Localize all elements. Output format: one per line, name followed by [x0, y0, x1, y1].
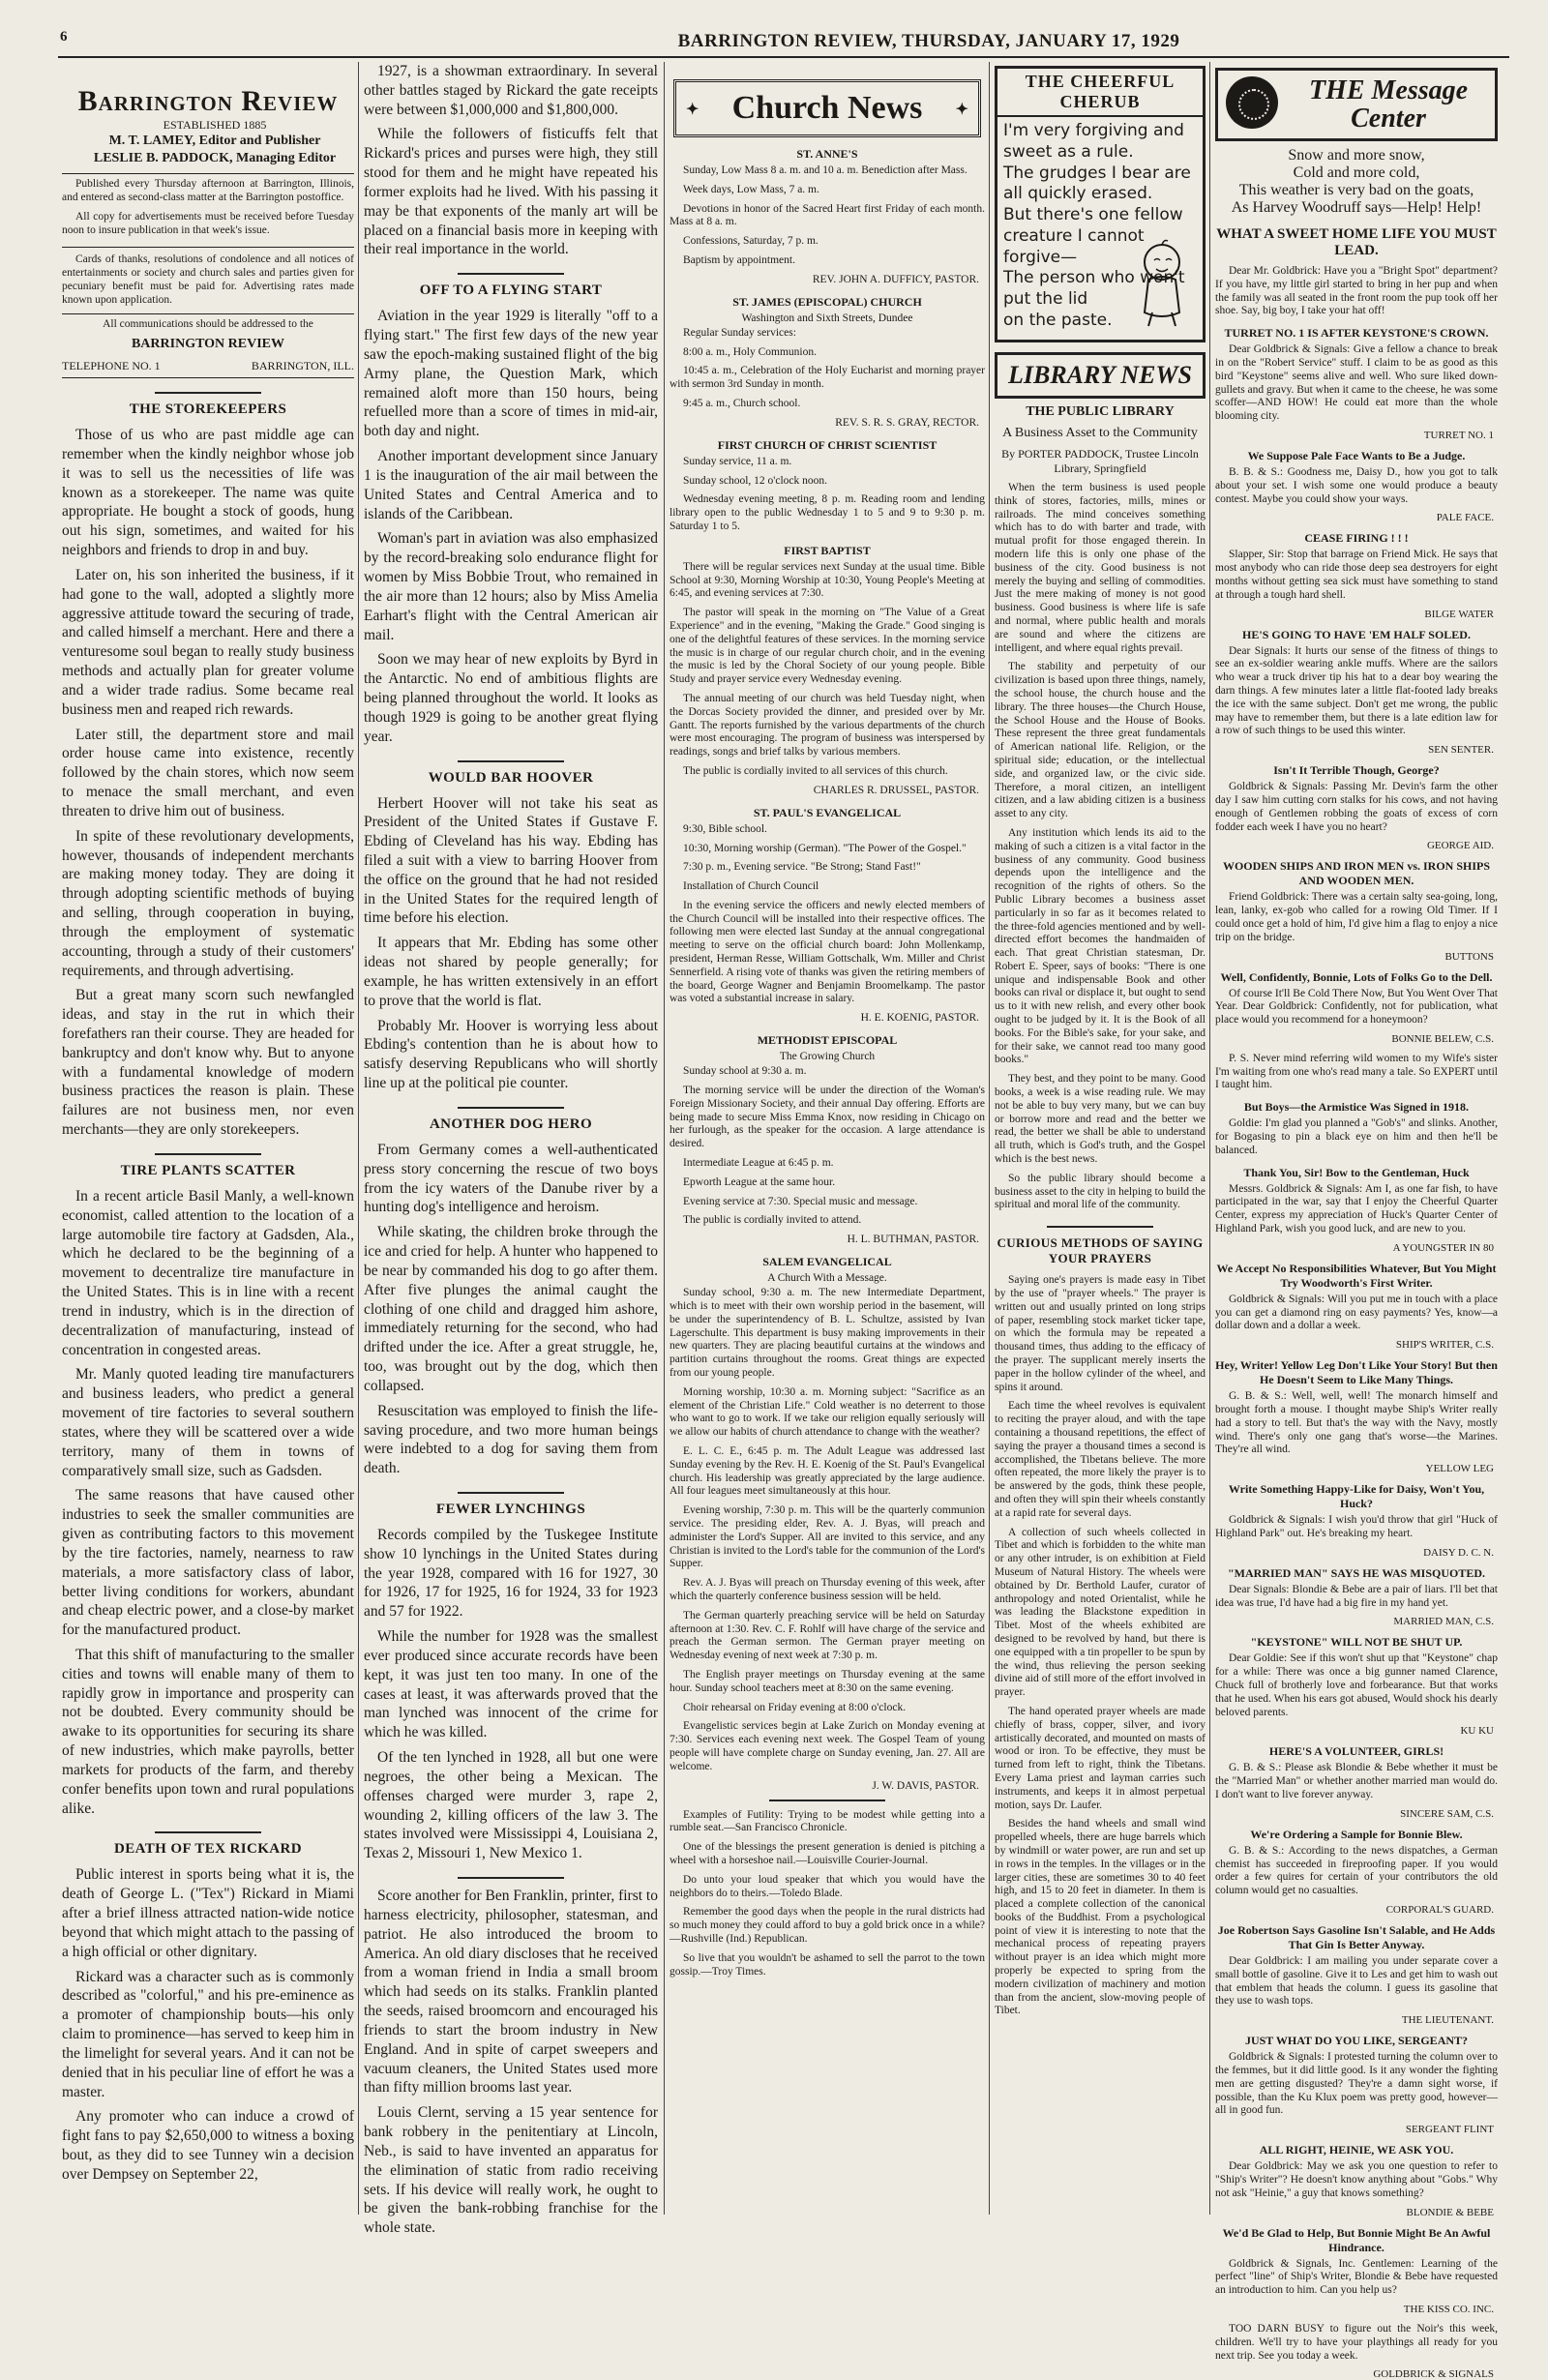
church-service-line: Sunday service, 11 a. m. — [683, 455, 792, 467]
message-text: P. S. Never mind referring wild women to my Wife's sister I'm waiting from one who's read many a tale. So EXPERT until I taught him. — [1215, 1052, 1498, 1091]
headline: CURIOUS METHODS OF SAYING YOUR PRAYERS — [995, 1226, 1206, 1266]
library-article-title: A Business Asset to the Community — [1002, 426, 1198, 440]
address-box — [62, 313, 354, 379]
paragraph: Any institution which lends its aid to the making of such a citizen is a vital factor in the business of any community. Good business depends upon the intelligence and the recognition of the rights of others. So the Public Library becomes a business asset particularly in so far as it becomes related to the three-fold agencies mentioned and by well-directed effort becomes the handmaiden of each. That great Christian statesman, Dr. Robert E. Speer, says of books: "There is one unique and indispensable Book and other books can rival or displace it, but ought to send us to it with new relish, and every other book ought to be judged by it. It is the Book of all books. For the Bible's sake, for your sake, and for their sake, we cannot read too many good books." — [995, 826, 1206, 1066]
message-headline: ALL RIGHT, HEINIE, WE ASK YOU. — [1259, 2143, 1454, 2157]
paragraph: Another important development since January 1 is the inauguration of the air mail between the United States and Central America and to islands of the Caribbean. — [364, 448, 658, 522]
message-headline: HE'S GOING TO HAVE 'EM HALF SOLED. — [1242, 627, 1471, 641]
church-news-title: Church News — [731, 90, 923, 126]
article-body — [364, 794, 658, 1093]
church-service-line: The public is cordially invited to attend. — [683, 1214, 862, 1227]
paragraph: Mr. Manly quoted leading tire manufacturers and business leaders, who predict a general movement of tire factories to several southern states, where they will be scattered over a wide territory, many of them in towns of comparatively small size, such as Gadsden. — [62, 1366, 354, 1479]
intro-line: As Harvey Woodruff says—Help! Help! — [1231, 199, 1482, 216]
church-listing — [670, 147, 985, 285]
paragraph: 1927, is a showman extraordinary. In several other battles staged by Rickard the gate receipts were between $1,000,000 and $1,800,000. — [364, 63, 658, 118]
message-text: Goldbrick & Signals: I protested turning the column over to the femmes, but it did little good. Is it any wonder the fighting men are getting disgusted? They're a damn sight worse, if possible, than the Ku Klux poem was pretty good, however—all in good fun. — [1215, 2051, 1498, 2117]
paragraph: Each time the wheel revolves is equivalent to reciting the prayer aloud, and with the tape containing a thousand repetitions, the effect of saying the prayer a thousand times a second is accomplished, the Tibetans believe. The more often repeated, the more likely the prayer is to be answered by the gods, think these people, and often they will spin their wheels constantly at a rapid rate for several days. — [995, 1400, 1206, 1519]
message-item — [1215, 1828, 1498, 1916]
section-divider — [364, 1877, 658, 1879]
article-body — [62, 1865, 354, 2184]
communications-note: All communications should be addressed to the — [103, 317, 313, 330]
article-body — [62, 1187, 354, 1819]
paragraph: Aviation in the year 1929 is literally "off to a flying start." The first few days of the new year saw the epoch-making sustained flight of the big Army plane, the Question Mark, which remained aloft more than 150 hours, being refuelled more than a score of times in mid-air, both day and night. — [364, 308, 658, 440]
church-service-line: Installation of Church Council — [683, 880, 819, 893]
running-head: BARRINGTON REVIEW, THURSDAY, JANUARY 17, 1929 — [677, 31, 1180, 51]
verse-line: sweet as a rule. — [1003, 141, 1134, 162]
verse-line: But there's one fellow — [1003, 205, 1183, 224]
paragraph: From Germany comes a well-authenticated press story concerning the rescue of two boys from the icy waters of the Danube river by a hunting dog's intelligence and heroism. — [364, 1141, 658, 1216]
article-body — [364, 307, 658, 746]
message-item — [1215, 449, 1498, 523]
paragraph: In spite of these revolutionary developments, however, thousands of independent merchants are making money today. They are doing it through adopting scientific methods of buying and selling, through cooperation in buying, through the employment of systematic accounting, through a study of their customers' requirements, and through advertising. — [62, 827, 354, 979]
paragraph: Saying one's prayers is made easy in Tibet by the use of "prayer wheels." The prayer is written out and usually printed on long strips of paper, resembling stock market ticker tape, on which the formula may be repeated a thousand times, thus adding to the efficacy of the prayer. The supplicant merely inserts the paper in the hollow cylinder of the wheel, and spins it around. — [995, 1274, 1206, 1393]
paragraph: Any promoter who can induce a crowd of fight fans to pay $2,650,000 to witness a boxing bout, as they did to see Tunney win a decision over Dempsey on September 22, — [62, 2108, 354, 2183]
message-headline: "MARRIED MAN" SAYS HE WAS MISQUOTED. — [1227, 1565, 1486, 1580]
message-item — [1215, 1635, 1498, 1737]
futility-quips — [670, 1809, 985, 1979]
message-headline: CEASE FIRING ! ! ! — [1304, 531, 1409, 546]
column-cherub-library — [995, 62, 1206, 2215]
message-item — [1215, 1166, 1498, 1254]
message-signature: SEN SENTER. — [1428, 744, 1494, 757]
paragraph: Remember the good days when the people in the rural districts had so much money they could afford to buy a gold brick once in a while?—Rushville (Ind.) Republican. — [670, 1906, 985, 1945]
message-text: Friend Goldbrick: There was a certain salty sea-going, long, lean, lanky, ex-gob who called for a rowing Old Timer. If I could once get a hold of him, I'd give him a flag to enjoy a nice trip on the bridge. — [1215, 891, 1498, 943]
masthead-editor: M. T. LAMEY, Editor and Publisher — [108, 134, 321, 149]
message-signature: KU KU — [1460, 1725, 1494, 1738]
verse-line: forgive— — [1003, 247, 1078, 267]
intro-line: This weather is very bad on the goats, — [1238, 182, 1474, 198]
headline: FEWER LYNCHINGS — [364, 1492, 658, 1518]
paragraph: Louis Clernt, serving a 15 year sentence for bank robbery in the penitentiary at Lincoln, Neb., is said to have invented an apparatus for the elimination of static from radio receiving sets. If his device will really work, he ought to be given the bank-robbing franchise for the whole state. — [364, 2104, 658, 2237]
verse-line: creature I cannot — [1003, 225, 1145, 246]
library-subhead: THE PUBLIC LIBRARY — [1026, 404, 1175, 419]
church-service-line: 9:30, Bible school. — [683, 822, 767, 835]
church-pastor: REV. S. R. S. GRAY, RECTOR. — [835, 416, 979, 429]
church-listings — [670, 147, 985, 1792]
church-name: FIRST BAPTIST — [784, 543, 871, 557]
message-headline: Well, Confidently, Bonnie, Lots of Folks Go to the Dell. — [1220, 969, 1493, 984]
church-service-line: Devotions in honor of the Sacred Heart first Friday of each month. Mass at 8 a. m. — [670, 202, 985, 228]
paragraph: Besides the hand wheels and small wind propelled wheels, there are huge barrels which by windmill or water power, are run and set up in rows in the temples. In the villages or in the larger cities, these are sometimes 30 to 40 feet high, and 15 to 20 feet in diameter. In them is placed a complete collection of the canonical books of the Buddhist. From a psychological point of view it is interesting to note that the mechanical process of repeating prayers without prayer is an idea which might more properly be expected to spring from the modern civilization of machinery and motion than from the ancient, slow-moving people of Tibet. — [995, 1818, 1206, 2017]
church-service-line: Rev. A. J. Byas will preach on Thursday evening of this week, after which the quarterly conference business session will be held. — [670, 1577, 985, 1602]
message-list — [1215, 265, 1498, 2380]
church-service-line: 10:45 a. m., Celebration of the Holy Eucharist and morning prayer with sermon 3rd Sunday in month. — [670, 365, 985, 391]
article-body — [364, 1141, 658, 1478]
masthead-established: ESTABLISHED 1885 — [163, 118, 267, 132]
church-service-line: Week days, Low Mass, 7 a. m. — [683, 183, 819, 195]
message-item — [1215, 1566, 1498, 1628]
message-item — [1215, 1744, 1498, 1819]
paragraph: They best, and they point to be many. Good books, a week is a wise reading rule. We may not be able to buy very many, but we can buy or borrow more and read and the better we read, the better we shall be able to understand all truth, which is God's truth, and the Gospel which is the best news. — [995, 1073, 1206, 1166]
verse-line: all quickly erased. — [1003, 184, 1153, 204]
message-text: Dear Goldbrick: May we ask you one question to refer to "Ship's Writer"? He doesn't know anything about "Gobs." Why not ask "Heinie," a guy that knows something? — [1215, 2160, 1498, 2199]
verse-line: on the paste. — [1003, 310, 1113, 330]
church-service-line: Sunday, Low Mass 8 a. m. and 10 a. m. Benediction after Mass. — [683, 164, 968, 176]
paragraph: That this shift of manufacturing to the smaller cities and towns will enable many of them to rapidly grow in importance and prosperity can not be doubted. Every community should be awake to its opportunities for securing its share of new industries, which make payrolls, better markets for products of the farm, and thereby confer benefits upon town and rural populations alike. — [62, 1647, 354, 1817]
message-item — [1215, 970, 1498, 1045]
church-listing — [670, 544, 985, 796]
church-service-line: The morning service will be under the direction of the Woman's Foreign Missionary Society, and their annual Day offering. Efforts are being made to secure Miss Emma Knox, now residing in Chicago on her furlough, as the speaker for the occasion. A large attendance is desired. — [670, 1085, 985, 1150]
paragraph: Resuscitation was employed to finish the life-saving procedure, and two more human beings were indebted to a dog for saving them from death. — [364, 1402, 658, 1477]
paragraph: So the public library should become a business asset to the city in helping to build the spiritual and moral life of the community. — [995, 1172, 1206, 1211]
paragraph: Examples of Futility: Trying to be modest while getting into a rumble seat.—San Francisco Chronicle. — [670, 1808, 985, 1834]
message-signature: BLONDIE & BEBE — [1406, 2206, 1494, 2218]
city: BARRINGTON, ILL. — [251, 359, 354, 373]
message-item — [1215, 265, 1498, 318]
headline: OFF TO A FLYING START — [364, 273, 658, 299]
message-text: Dear Signals: Blondie & Bebe are a pair of liars. I'll bet that idea was true, I'd have had a big fire in my hand yet. — [1215, 1583, 1498, 1609]
paragraph: Those of us who are past middle age can remember when the kindly neighbor whose job it was to sell us the necessities of life was known as a storekeeper. The name was quite appropriate. He bought a stock of goods, hung out his sign, sometimes, and waited for his neighbors and friends to drop in and buy. — [62, 427, 354, 559]
message-text: Dear Goldbrick: I am mailing you under separate cover a small bottle of gasoline. Give it to Les and get him to wash out that emblem that heads the column. I guess its gasoline that they use to wash tops. — [1215, 1954, 1498, 2008]
message-signature: TURRET NO. 1 — [1423, 429, 1494, 441]
message-text: Goldie: I'm glad you planned a "Gob's" and slinks. Another, for Bogasing to pin a black eye on him and then he'll be balanced. — [1215, 1117, 1498, 1156]
message-item — [1215, 628, 1498, 757]
church-service-line: Regular Sunday services: — [683, 326, 796, 339]
paragraph: Do unto your loud speaker that which you would have the neighbors do to theirs.—Toledo Blade. — [670, 1873, 985, 1899]
masthead — [62, 85, 354, 378]
church-service-line: Morning worship, 10:30 a. m. Morning subject: "Sacrifice as an element of the Christian Life." Cold weather is no deterrent to those who want to go to work. If we take our religion equally seriously will we allow our habits of church attendance to change with the weather? — [670, 1385, 985, 1439]
message-text: Goldbrick & Signals: I wish you'd throw that girl "Huck of Highland Park" out. He's breaking my heart. — [1215, 1514, 1498, 1540]
cards-notice: Cards of thanks, resolutions of condolence and all notices of entertainments or society and church sales and parties given for pecuniary benefit must be paid for. Advertising rates made known upon application. — [62, 253, 354, 306]
church-service-line: The public is cordially invited to all services of this church. — [683, 764, 948, 777]
contact-line — [62, 359, 354, 373]
star-ornament-icon: ✦ — [686, 102, 700, 118]
message-center-intro — [1215, 147, 1498, 217]
paragraph: One of the blessings the present generation is denied is pitching a wheel with a horseshoe nail.—Louisville Courier-Journal. — [670, 1841, 985, 1866]
message-signature: SHIP'S WRITER, C.S. — [1395, 1339, 1494, 1352]
church-service-line: Sunday school, 12 o'clock noon. — [683, 474, 828, 487]
church-service-line: 7:30 p. m., Evening service. "Be Strong; Stand Fast!" — [683, 861, 921, 874]
article-body — [364, 1526, 658, 1863]
message-signature: THE KISS CO. INC. — [1403, 2303, 1494, 2315]
library-article-body — [995, 482, 1206, 1212]
message-text: G. B. & S.: According to the news dispatches, a German chemist has succeeded in fireproofing paper. If you would order a few quires for certain of your contributors the old column would get no casualties. — [1215, 1844, 1498, 1897]
church-name: ST. PAUL'S EVANGELICAL — [753, 805, 902, 819]
cherub-title: THE CHEERFUL CHERUB — [997, 69, 1203, 117]
message-item — [1215, 2143, 1498, 2217]
paragraph: The stability and perpetuity of our civilization is based upon three things, namely, the school house, the church house and the library. The three houses—the Church House, the School House and the House of Books. These represent the three great fundamentals of American national life. Religion, or the spiritual side; education, or the intellectual side, and organized law, or the civic side. Therefore, a moral citizen, an intelligent citizen, and a law abiding citizen is a business asset to any city. — [995, 661, 1206, 820]
church-service-line: 10:30, Morning worship (German). "The Power of the Gospel." — [683, 842, 967, 854]
paragraph: While skating, the children broke through the ice and cried for help. A hunter who happened to be near by commanded his dog to go after them. After five plunges the animal caught the clothing of one child and dragged him ashore, immediately returning for the second, who had drifted under the ice. After a great struggle, he, too, was brought out by the dog, which then collapsed. — [364, 1224, 658, 1394]
church-subtitle: The Growing Church — [779, 1051, 876, 1063]
message-text: Dear Mr. Goldbrick: Have you a "Bright Spot" department? If you have, my little girl started to bring in her pup and when the family was all seated in the front room the pup took off her shoe. Say, big boy, I take your hat off! — [1215, 265, 1498, 317]
intro-line: Snow and more snow, — [1288, 147, 1425, 164]
church-service-line: Confessions, Saturday, 7 p. m. — [683, 235, 819, 248]
lead-headline: WHAT A SWEET HOME LIFE YOU MUST LEAD. — [1216, 226, 1497, 258]
message-headline: Hey, Writer! Yellow Leg Don't Like Your Story! But then He Doesn't Seem to Like Many Things. — [1215, 1358, 1498, 1387]
article-body — [62, 426, 354, 1140]
paragraph: Score another for Ben Franklin, printer, first to harness electricity, philosopher, statesman, and patriot. He also introduced the broom to America. An old diary discloses that he received from a woman friend in India a small broom which had seeds on its stalks. Franklin planted the seeds, raised broomcorn and encouraged his friends to start the broom industry in New England. And in spite of carpet sweepers and vacuum cleaners, the United States used more than fifty million brooms last year. — [364, 1888, 658, 2097]
paragraph: Rickard was a character such as is commonly described as "colorful," and his pre-eminence as a promoter of championship bouts—his only claim to prominence—has served to keep him in the limelight for several years. And it can not be denied that in his peculiar line of effort he was a master. — [62, 1968, 354, 2100]
library-news-banner: LIBRARY NEWS — [995, 352, 1206, 399]
top-rule — [58, 56, 1509, 58]
message-text: TOO DARN BUSY to figure out the Noir's this week, children. We'll try to have your playthings all ready for you next trip. See you today a week. — [1215, 2322, 1498, 2362]
message-text: Dear Signals: It hurts our sense of the fitness of things to see an ex-soldier wearing ankle muffs. Where are the sailors who wear a truck driver tip his hat to a dear boy wearing the darn things. A few minutes later a little flat-footed lady breaks the ice with the same subject. Don't get me wrong, the public may have to remember them, but there is a late edition law for a row of such things to be used this winter. — [1215, 644, 1498, 737]
column-rule — [358, 62, 359, 2215]
message-item — [1215, 1358, 1498, 1474]
paragraph: While the number for 1928 was the smallest ever produced since accurate records have been kept, it was just ten too many. In one of the cases at least, it was afterwards proved that the man lynched was innocent of the crime for which he was killed. — [364, 1628, 658, 1741]
church-pastor: J. W. DAVIS, PASTOR. — [872, 1779, 979, 1792]
headline: TIRE PLANTS SCATTER — [62, 1153, 354, 1179]
column-rule — [1209, 62, 1210, 2215]
curious-article-body — [995, 1274, 1206, 2018]
paragraph: So live that you wouldn't be ashamed to sell the parrot to the town gossip.—Troy Times. — [670, 1951, 985, 1978]
church-listing — [670, 295, 985, 429]
church-pastor: H. E. KOENIG, PASTOR. — [860, 1012, 979, 1025]
church-service-line: The German quarterly preaching service will be held on Saturday afternoon at 1:30. Rev. C. F. Rohlf will have charge of the service and preach the German sermon. The German prayer meeting on Wednesday evening of next week at 7:30 p. m. — [670, 1609, 985, 1662]
paragraph: The hand operated prayer wheels are made chiefly of brass, copper, silver, and ivory artistically decorated, and mounted on masts of wood or iron. To be effective, they must be turned from left to right, think the Tibetans. Every Lama priest and layman carries such instruments, and keeps it in almost perpetual motion, says Dr. Laufer. — [995, 1705, 1206, 1811]
message-headline: Thank You, Sir! Bow to the Gentleman, Huck — [1243, 1165, 1470, 1179]
church-name: FIRST CHURCH OF CHRIST SCIENTIST — [717, 437, 938, 452]
message-text: Goldbrick & Signals, Inc. Gentlemen: Learning of the perfect "line" of Ship's Writer, Blondie & Bebe have requested an introduction to him. Can you help us? — [1215, 2257, 1498, 2297]
message-signature: MARRIED MAN, C.S. — [1393, 1616, 1494, 1628]
church-service-line: Baptism by appointment. — [683, 253, 795, 266]
church-service-line: Sunday school, 9:30 a. m. The new Intermediate Department, which is to meet with their own worship period in the basement, will be under the superintendency of B. L. Schultze, assisted by Ivan Lagerschulte. This department is busy making improvements in their new quarters. They are placing beautiful curtains at the windows and partition curtains throughout the rooms. Great things are expected from our young people. — [670, 1287, 985, 1380]
column-editorial-2 — [364, 62, 658, 2237]
page-number: 6 — [60, 29, 68, 45]
message-headline: TURRET NO. 1 IS AFTER KEYSTONE'S CROWN. — [1224, 326, 1489, 341]
verse-line: put the lid — [1003, 289, 1088, 309]
message-signature: GEORGE AID. — [1426, 840, 1494, 852]
headline: WOULD BAR HOOVER — [364, 760, 658, 787]
church-service-line: In the evening service the officers and newly elected members of the Church Council will be installed into their respective offices. The following men were elected last Sunday at the annual congregational meeting to serve on the official church board: John Mollenkamp, president, Herman Resse, William Gottschalk, Wm. Miller and Christ Sennerfield. A rising vote of thanks was given the retiring members of the board, George Wagner and Benjamin Broomelkamp. The pastor was voted a substantial increase in salary. — [670, 899, 985, 1005]
message-item — [1215, 2323, 1498, 2380]
paragraph: Soon we may hear of new exploits by Byrd in the Antarctic. No end of ambitious flights are being planned throughout the world. It looks as though 1929 is going to be another great flying year. — [364, 651, 658, 745]
paragraph: Later still, the department store and mail order house came into existence, recently followed by the chain stores, which now seem to menace the small merchant, and even threaten to drive him out of business. — [62, 726, 354, 819]
paragraph: It appears that Mr. Ebding has some other ideas not shared by people generally; for example, he has written extensively in an effort to prove that the world is flat. — [364, 935, 658, 1009]
verse-line: I'm very forgiving and — [1003, 121, 1184, 140]
church-news-banner — [673, 79, 981, 137]
message-text: G. B. & S.: Please ask Blondie & Bebe whether it must be the "Married Man" or whether another married man would do. I don't want to live forever anyway. — [1215, 1762, 1498, 1800]
message-headline: We Accept No Responsibilities Whatever, But You Might Try Woodworth's First Writer. — [1216, 1261, 1497, 1290]
church-service-line: Choir rehearsal on Friday evening at 8:00 o'clock. — [683, 1701, 907, 1713]
church-pastor: REV. JOHN A. DUFFICY, PASTOR. — [812, 273, 979, 285]
intro-line: Cold and more cold, — [1293, 164, 1420, 181]
message-text: Goldbrick & Signals: Passing Mr. Devin's farm the other day I saw him cutting corn stalks for his cows, and not having enough of Gentlemen robbing the goats of excess of corn fodder each week I have you no heart? — [1215, 781, 1498, 833]
verse-line: The grudges I bear are — [1003, 163, 1191, 183]
address-name: BARRINGTON REVIEW — [131, 337, 285, 352]
church-service-line: Wednesday evening meeting, 8 p. m. Reading room and lending library open to the public Wednesday 1 to 5 and 9 to 9:30 p. m. Saturday 1 to 5. — [670, 493, 985, 532]
church-listing — [670, 1255, 985, 1791]
paragraph: The same reasons that have caused other industries to seek the smaller communities are given as contributing factors to this movement by the tire factories, namely, nearness to raw materials, a more satisfactory class of labor, better living conditions for workers, abundant and cheap electric power, and a close-by market for the manufactured product. — [62, 1487, 354, 1639]
message-text: Messrs. Goldbrick & Signals: Am I, as one far fish, to have participated in the war, say that I enjoy the Cheerful Quarter Center, express my appreciation of Huck's Quarter Center of Highland Park, wish you good luck, and are new to you. — [1215, 1182, 1498, 1235]
paragraph: But a great many scorn such newfangled ideas, and stay in the rut in which their forefathers ran their course. They are headed for bankruptcy and don't know why. But to anyone with a fundamental knowledge of modern business practices the reason is plain. These failures are not business men, nor even merchants—they are only storekeepers. — [62, 987, 354, 1139]
message-signature: SERGEANT FLINT — [1405, 2124, 1494, 2136]
cards-notice-box — [62, 253, 354, 307]
paragraph: Public interest in sports being what it is, the death of George L. ("Tex") Rickard in Miami after a brief illness attracted nation-wide notice beyond that which might attach to the passing of a high official or other dignitary. — [62, 1866, 354, 1960]
church-service-line: There will be regular services next Sunday at the usual time. Bible School at 9:30, Morning Worship at 10:30, Young People's Meeting at 6:45, and evening services at 7:30. — [670, 560, 985, 600]
message-signature: BONNIE BELEW, C.S. — [1391, 1032, 1494, 1045]
message-item — [1215, 1053, 1498, 1092]
message-item — [1215, 326, 1498, 441]
message-headline: Joe Robertson Says Gasoline Isn't Salable, and He Adds That Gin Is Better Anyway. — [1217, 1922, 1496, 1951]
paragraph: While the followers of fisticuffs felt that Rickard's prices and purses were high, they still stood for them and he might have repeated his former exploits had he lived. With his passing it may be that exponents of the manly art will be placed on a financial basis more in keeping with their real importance in the world. — [364, 126, 658, 258]
message-text: G. B. & S.: Well, well, well! The monarch himself and brought forth a mouse. I thought maybe Ship's Writer really had a story to tell. But that's the way with the Navy, mostly wind. There's only one gang that's worse—the Marines. They're all wind. — [1215, 1390, 1498, 1456]
church-subtitle: Washington and Sixth Streets, Dundee — [741, 312, 913, 324]
church-name: METHODIST EPISCOPAL — [757, 1033, 898, 1048]
church-listing — [670, 806, 985, 1025]
message-item — [1215, 1262, 1498, 1351]
masthead-managing-editor: LESLIE B. PADDOCK, Managing Editor — [93, 151, 337, 166]
message-item — [1215, 763, 1498, 851]
paragraph: A collection of such wheels collected in Tibet and which is forbidden to the white man or any other intruder, is on exhibition at Field Museum of Natural History. The wheels were obtained by Dr. Berthold Laufer, curator of anthropology and noted Orientalist, while he was leading the Blackstone expedition in Tibet. Most of the wheels exhibited are designed to be revolved by hand, but there is one equipped with a tin propeller to be spun by the wind, thus relieving the person seeking divine aid of still more of the effort involved in prayer. — [995, 1526, 1206, 1699]
message-item — [1215, 859, 1498, 962]
paragraph: When the term business is used people think of stores, factories, mills, mines or railroads. The mind conceives something which has to do with barter and trade, with mutual profit for those engaged therein. In modern life this is only one phase of the business of the city. Good business is not merely the buying and selling of commodities. Just the mere making of money is not good business. Good business is where life is safe and normal, where public health and morals are sound and where the citizens are intelligent, and where equal rights prevail. — [995, 482, 1206, 654]
cherub-illustration-icon — [1127, 237, 1197, 330]
message-signature: DAISY D. C. N. — [1423, 1546, 1494, 1559]
masthead-title: Barrington Review — [77, 85, 339, 117]
message-signature: SINCERE SAM, C.S. — [1400, 1807, 1494, 1820]
church-pastor: H. L. BUTHMAN, PASTOR. — [847, 1234, 979, 1246]
star-ornament-icon: ✦ — [955, 102, 968, 118]
church-service-line: The English prayer meetings on Thursday evening at the same hour. Sunday school teachers meet at 8:30 on the same evening. — [670, 1668, 985, 1694]
message-text: Goldbrick & Signals: Will you put me in touch with a place you can get a diamond ring on easy payments? Yes, know—a dollar down and a dollar a week. — [1215, 1293, 1498, 1332]
message-text: Of course It'll Be Cold There Now, But You Went Over That Year. Dear Goldbrick: Confidently, not for publication, what place would you recommend for a honeymoon? — [1215, 987, 1498, 1026]
copy-deadline-notice: All copy for advertisements must be received before Tuesday noon to insure publication in that week's issue. — [62, 210, 354, 236]
church-service-line: Evening service at 7:30. Special music and message. — [683, 1195, 918, 1207]
message-signature: BUTTONS — [1444, 950, 1494, 963]
paragraph: Probably Mr. Hoover is worrying less about Ebding's contention than he is about how to satisfy deserving Republicans who will shortly line up at the political pie counter. — [364, 1017, 658, 1092]
article-body — [364, 62, 658, 259]
message-headline: HERE'S A VOLUNTEER, GIRLS! — [1268, 1744, 1444, 1759]
message-headline: JUST WHAT DO YOU LIKE, SERGEANT? — [1244, 2034, 1469, 2048]
message-center-banner — [1215, 68, 1498, 141]
message-headline: But Boys—the Armistice Was Signed in 1918. — [1243, 1100, 1470, 1115]
message-item — [1215, 1923, 1498, 2026]
message-signature: PALE FACE. — [1436, 512, 1494, 524]
message-item — [1215, 2034, 1498, 2135]
church-listing — [670, 1033, 985, 1245]
message-text: Dear Goldie: See if this won't shut up that "Keystone" chap for a while: There was once a big gunner named Clarence, Chuck full of brotherly love and forbearance. But that works that he used. When his ears got abused, Would shock his dearly beloved parents. — [1215, 1652, 1498, 1718]
headline: ANOTHER DOG HERO — [364, 1107, 658, 1133]
paragraph: Later on, his son inherited the business, if it had gone to the wall, adopted a slightly more aggressive attitude toward the securing of trade, and called himself a merchant. Here and there a venturesome soul began to really study business methods and actually plan for greater volume and a wider trade radius. Some became real business men and reaped rich rewards. — [62, 566, 354, 718]
church-service-line: Intermediate League at 6:45 p. m. — [683, 1157, 834, 1170]
message-headline: WOODEN SHIPS AND IRON MEN vs. IRON SHIPS AND WOODEN MEN. — [1222, 859, 1491, 888]
column-rule — [989, 62, 990, 2215]
church-pastor: CHARLES R. DRUSSEL, PASTOR. — [813, 784, 979, 796]
church-subtitle: A Church With a Message. — [767, 1272, 887, 1285]
paragraph: In a recent article Basil Manly, a well-known economist, called attention to the location of a large automobile tire factory at Gadsden, Ala., which he declared to be the beginning of a movement to decentralize tire manufacture in the United States. This is in line with a recent trend in industry, which is in the direction of decentralization of manufacturing, instead of concentration in congested areas. — [62, 1187, 354, 1358]
message-center-title: THE Message Center — [1308, 75, 1469, 134]
message-item — [1215, 1482, 1498, 1559]
paragraph: Records compiled by the Tuskegee Institute show 10 lynchings in the United States during the year 1928, compared with 16 for 1927, 30 for 1926, 17 for 1925, 16 for 1924, 33 for 1923 and 57 for 1922. — [364, 1527, 658, 1621]
message-text: Dear Goldbrick & Signals: Give a fellow a chance to break in on the "Robert Service" stuff. I claim to be as good as this bird "Keystone" seems alive and well. Who sure liked down-gullets and gravy. But when it came to the cheese, he was some scoffer—AND HOW! He could eat more than the whole blooming city. — [1215, 343, 1498, 423]
cheerful-cherub-box — [995, 66, 1206, 342]
church-service-line: 9:45 a. m., Church school. — [683, 397, 801, 409]
paragraph: Herbert Hoover will not take his seat as President of the United States if Gustave F. Ebding of Cleveland has his way. Ebding has filed a suit with a view to barring Hoover from the office on the ground that he had not resided in the United States for the required length of time before his election. — [364, 794, 658, 927]
church-service-line: 8:00 a. m., Holy Communion. — [683, 345, 817, 358]
church-service-line: E. L. C. E., 6:45 p. m. The Adult League was addressed last Sunday evening by the Rev. H. E. Koenig of the St. Paul's Evangelical church. His leadership was greatly appreciated by the large audience. All four leagues meet simultaneously at this hour. — [670, 1445, 985, 1498]
telephone: TELEPHONE NO. 1 — [62, 359, 161, 373]
church-name: ST. ANNE'S — [796, 147, 858, 161]
church-listing — [670, 438, 985, 534]
paragraph: Woman's part in aviation was also emphasized by the record-breaking solo endurance flight for women by Miss Bobbie Trout, who remained in the air more than 12 hours; also by Miss Amelia Earhart's flight with the Central American air mail. — [364, 530, 658, 643]
message-signature: YELLOW LEG — [1425, 1463, 1494, 1475]
message-headline: Write Something Happy-Like for Daisy, Won't You, Huck? — [1228, 1482, 1485, 1511]
church-service-line: Epworth League at the same hour. — [683, 1175, 836, 1188]
message-headline: We Suppose Pale Face Wants to Be a Judge. — [1247, 448, 1466, 462]
verse-line: The person who won't — [1003, 268, 1185, 288]
column-rule — [664, 62, 665, 2215]
message-signature: THE LIEUTENANT. — [1401, 2014, 1494, 2027]
church-name: SALEM EVANGELICAL — [762, 1255, 892, 1269]
column-message-center — [1215, 62, 1498, 2380]
divider — [769, 1800, 885, 1801]
church-service-line: Sunday school at 9:30 a. m. — [683, 1065, 807, 1078]
message-headline: Isn't It Terrible Though, George? — [1273, 763, 1440, 778]
headline: THE STOREKEEPERS — [62, 392, 354, 418]
message-headline: We're Ordering a Sample for Bonnie Blew. — [1250, 1827, 1463, 1841]
message-text: B. B. & S.: Goodness me, Daisy D., how you got to talk about your set. I wish some one would produce a beauty contest. Maybe you could show your ways. — [1215, 465, 1498, 505]
message-signature: BILGE WATER — [1424, 608, 1494, 620]
library-byline: By PORTER PADDOCK, Trustee Lincoln Library, Springfield — [1001, 447, 1199, 475]
article-body — [364, 1887, 658, 2238]
message-item — [1215, 531, 1498, 619]
message-signature: CORPORAL'S GUARD. — [1385, 1903, 1494, 1916]
publication-notice: Published every Thursday afternoon at Barrington, Illinois, and entered as second-class matter at the Barrington postoffice. — [62, 178, 354, 203]
church-service-line: Evangelistic services begin at Lake Zurich on Monday evening at 7:30. Services each evening next week. The Gospel Team of young people will have complete charge on Sunday evening, Jan. 27. All are welcome. — [670, 1720, 985, 1772]
message-signature: A YOUNGSTER IN 80 — [1392, 1241, 1494, 1254]
church-name: ST. JAMES (EPISCOPAL) CHURCH — [732, 294, 922, 309]
masthead-notices — [62, 173, 354, 248]
column-editorial — [62, 62, 354, 2215]
message-item — [1215, 1100, 1498, 1157]
message-headline: We'd Be Glad to Help, But Bonnie Might Be An Awful Hindrance. — [1222, 2225, 1491, 2254]
message-signature: GOLDBRICK & SIGNALS — [1373, 2368, 1494, 2380]
emblem-icon — [1226, 76, 1278, 129]
church-service-line: The pastor will speak in the morning on "The Value of a Great Experience" and in the evening, "Making the Grade." Good singing is one of the delightful features of these services. In the morning service the music is in charge of our regular church choir, and in the evening the music is led by the Choral Society of our young people. Bible Study and prayer service every Wednesday evening. — [670, 607, 985, 686]
column-church-news — [670, 62, 985, 2215]
message-text: Slapper, Sir: Stop that barrage on Friend Mick. He says that most anybody who can ride those deep sea destroyers for eight months without getting sea sick must have something to stand at through a tough hard shell. — [1215, 549, 1498, 601]
message-item — [1215, 2226, 1498, 2315]
church-service-line: Evening worship, 7:30 p. m. This will be the quarterly communion service. The presiding elder, Rev. A. J. Byas, will preach and administer the Lord's Supper. All are invited to this service, and any Christian is invited to the Lord's table for the communion of the Lord's Supper. — [670, 1504, 985, 1570]
paragraph: Of the ten lynched in 1928, all but one were negroes, the other being a Mexican. The offenses charged were murder 3, rape 2, wounding 2, killing officers of the law 3. The states involved were Mississippi 4, Louisiana 2, Texas 2, Missouri 1, New Mexico 1. — [364, 1749, 658, 1862]
church-service-line: The annual meeting of our church was held Tuesday night, when the Dorcas Society provided the dinner, and presided over by Mr. Gantt. The reports furnished by the various departments of the church were most encouraging. The program of business was interspersed by readings, songs and brief talks by various members. — [670, 692, 985, 759]
headline: DEATH OF TEX RICKARD — [62, 1831, 354, 1858]
message-headline: "KEYSTONE" WILL NOT BE SHUT UP. — [1250, 1635, 1463, 1650]
